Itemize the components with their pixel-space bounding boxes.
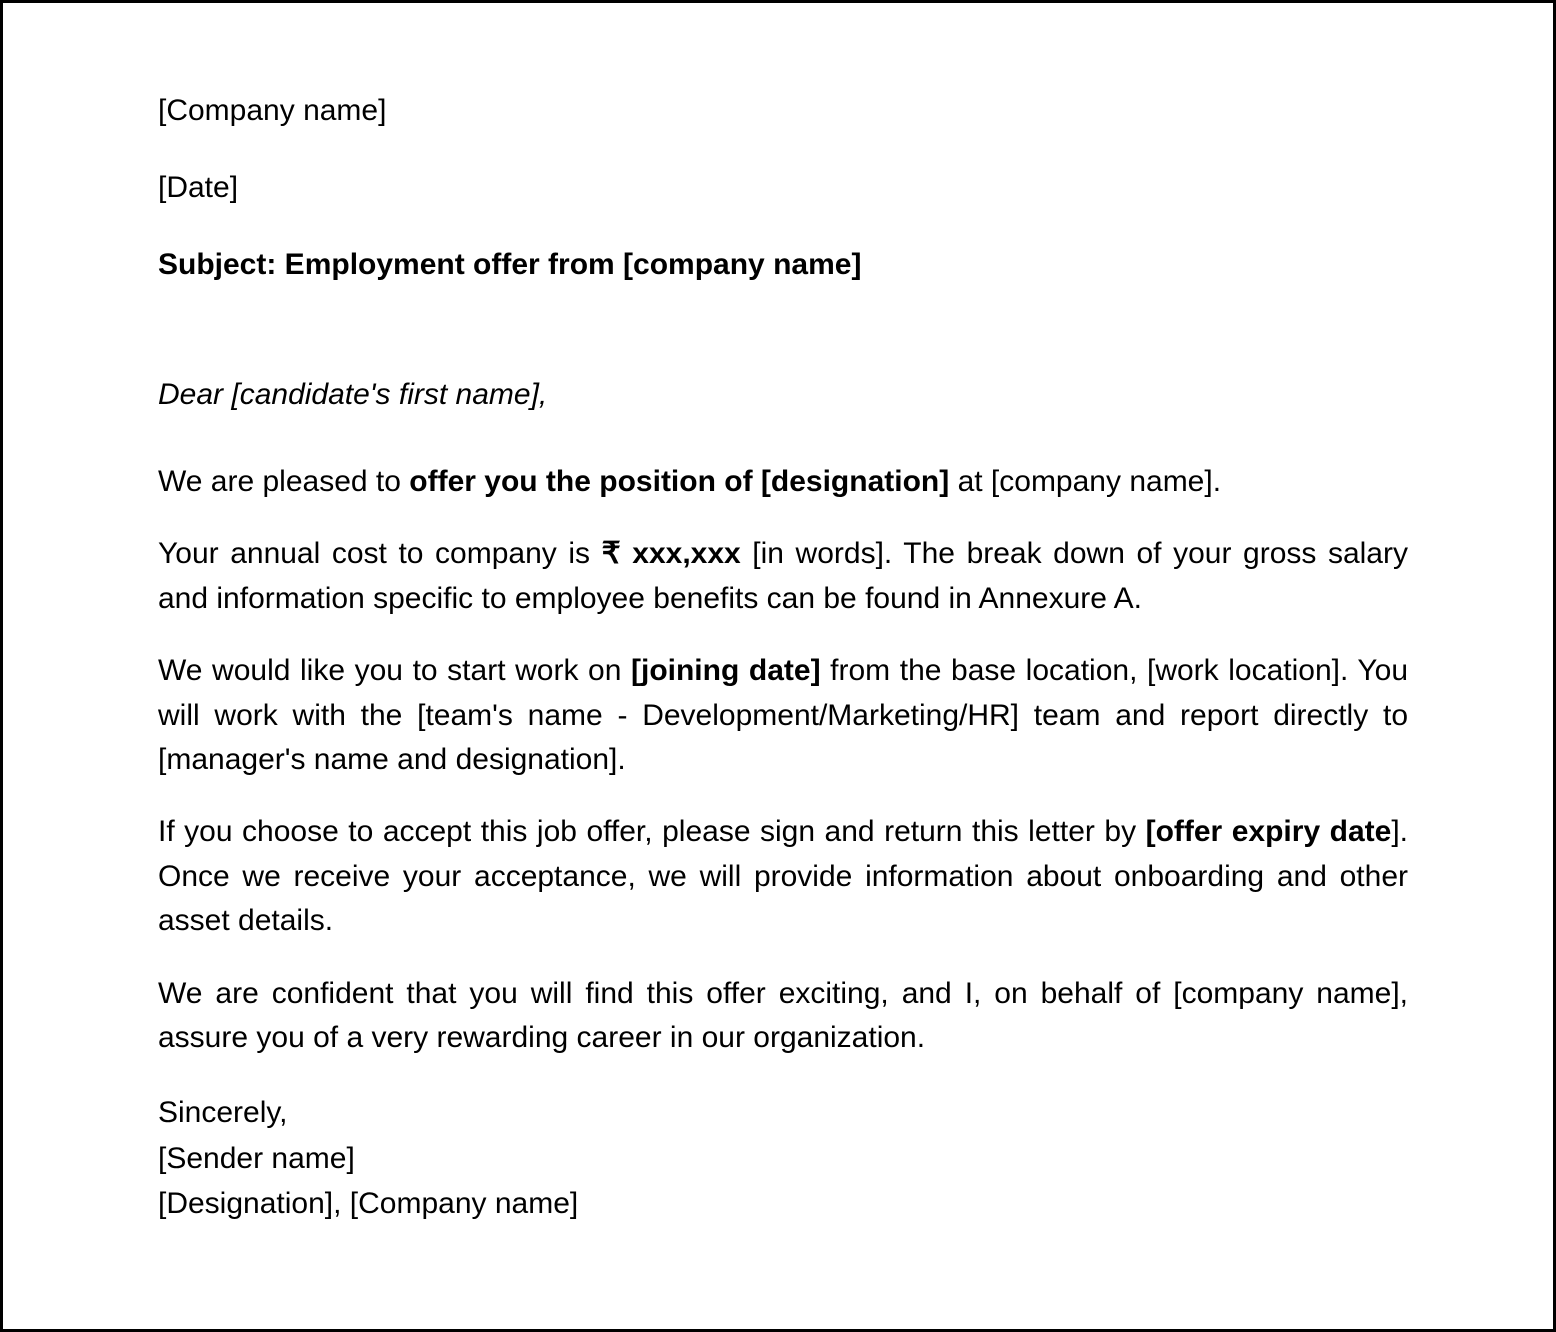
company-name-line: [Company name] <box>158 94 387 127</box>
compensation-text-tail: [in words]. The break down of your gross salary and information specific to employee benefits can be found in Annexure A. <box>158 537 1408 615</box>
salutation-gap <box>158 410 1408 460</box>
joining-date-bold: [joining date] <box>631 654 821 688</box>
compensation-amount-bold: ₹ xxx,xxx <box>601 537 741 571</box>
subject-line: Subject: Employment offer from [company name] <box>158 248 862 281</box>
offer-expiry-date-bold: [offer expiry date <box>1145 815 1392 849</box>
closing-statement-text: We are confident that you will find this offer exciting, and I, on behalf of [company name], assure you of a very rewarding career in our organization. <box>158 976 1408 1054</box>
compensation-text-lead: Your annual cost to company is <box>158 537 602 571</box>
acceptance-text-tail: ]. Once we receive your acceptance, we will provide information about onboarding and other asset details. <box>158 815 1408 938</box>
paragraph-compensation <box>158 532 1408 621</box>
salutation-line: Dear [candidate's first name], <box>158 378 548 411</box>
signature-block <box>158 1090 1408 1227</box>
date-line: [Date] <box>158 171 239 204</box>
offer-text-tail: at [company name]. <box>949 465 1222 498</box>
start-text-lead: We would like you to start work on <box>158 654 631 688</box>
offer-position-bold: offer you the position of [designation] <box>409 465 950 498</box>
offer-text-lead: We are pleased to <box>158 465 410 498</box>
paragraph-closing-statement <box>158 972 1408 1061</box>
acceptance-text-lead: If you choose to accept this job offer, please sign and return this letter by <box>158 815 1146 849</box>
paragraph-offer <box>158 460 1408 504</box>
signature-designation-company: [Designation], [Company name] <box>158 1187 579 1221</box>
offer-letter-body <box>158 3 1408 1227</box>
blank-paragraph-spacer <box>158 280 1408 380</box>
paragraph-acceptance <box>158 810 1408 943</box>
signature-sender-name: [Sender name] <box>158 1141 355 1175</box>
start-text-tail: from the base location, [work location]. You will work with the [team's name - Development/Marketing/HR] team and report directly to [manager's name and designation]. <box>158 654 1408 776</box>
signature-closing: Sincerely, <box>158 1096 288 1130</box>
paragraph-start-date <box>158 649 1408 782</box>
